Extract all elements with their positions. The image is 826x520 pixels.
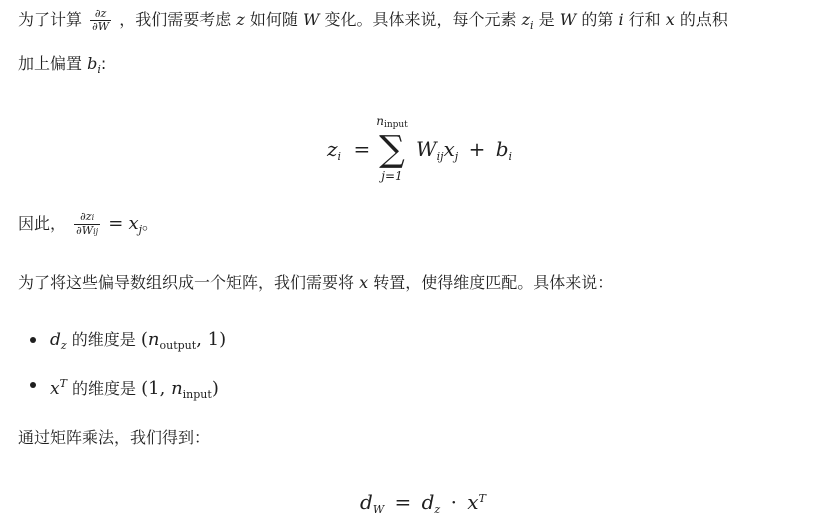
- text: 变化。具体来说，每个元素: [324, 10, 517, 29]
- summation: [367, 114, 417, 184]
- text: 的点积: [679, 10, 728, 29]
- fraction-denominator: ∂W: [92, 20, 110, 33]
- list-item: [50, 328, 226, 358]
- math-var: $x_j$: [128, 213, 143, 236]
- text: 如何随: [249, 10, 298, 29]
- text: 是: [538, 10, 555, 29]
- text: 的维度是: [71, 330, 136, 349]
- equation-rhs: $W_{ij}x_j + b_i$: [416, 137, 513, 163]
- text: 通过矩阵乘法，我们得到：: [18, 428, 211, 447]
- text: 。: [142, 214, 159, 233]
- text: 为了将这些偏导数组织成一个矩阵，我们需要将: [18, 273, 355, 292]
- fraction-numerator: ∂zi: [74, 211, 100, 225]
- fraction-denominator: ∂Wij: [76, 224, 99, 237]
- equation-2: $d_W = d_z \cdot x^T$: [360, 490, 486, 516]
- math-var: W: [559, 10, 577, 29]
- text: 行和: [628, 10, 661, 29]
- equation-lhs: $z_i$ =: [327, 137, 371, 163]
- math-var: $z_i$: [521, 10, 534, 32]
- paragraph-4: [18, 426, 210, 450]
- math-var: W: [302, 10, 320, 29]
- math-var: $d_z$: [50, 330, 67, 352]
- math-var: x: [665, 10, 675, 29]
- text: 转置，使得维度匹配。具体来说：: [373, 273, 614, 292]
- equals: =: [108, 213, 124, 234]
- sigma-symbol: ∑: [379, 129, 405, 170]
- partial-fraction: [90, 8, 111, 33]
- list-item: [50, 372, 219, 407]
- sum-upper-limit: ninput: [376, 114, 408, 130]
- paragraph-3: [18, 271, 613, 295]
- math-var: $b_i$: [87, 54, 101, 76]
- dimension: (1, $n_{input}$): [141, 378, 219, 401]
- fraction-numerator: ∂z: [90, 8, 111, 21]
- paragraph-1-continued: [18, 52, 106, 82]
- text: 为了计算: [18, 10, 83, 29]
- math-var: x: [359, 273, 369, 292]
- text: 的第: [581, 10, 614, 29]
- bullet: [30, 337, 36, 343]
- dimension: ($n_{output}$, 1): [140, 329, 227, 352]
- text: ，我们需要考虑: [119, 10, 232, 29]
- paragraph-2: [18, 211, 158, 242]
- partial-fraction: [74, 211, 100, 238]
- math-var: z: [236, 10, 245, 29]
- math-var: $x^T$: [50, 377, 67, 399]
- paragraph-1: [18, 8, 728, 38]
- text: 因此，: [18, 214, 67, 233]
- text: 加上偏置: [18, 54, 83, 73]
- math-var: i: [618, 10, 624, 29]
- text: 的维度是: [72, 379, 137, 398]
- bullet: [30, 382, 36, 388]
- text: :: [100, 54, 107, 73]
- sum-lower-limit: j=1: [381, 169, 403, 183]
